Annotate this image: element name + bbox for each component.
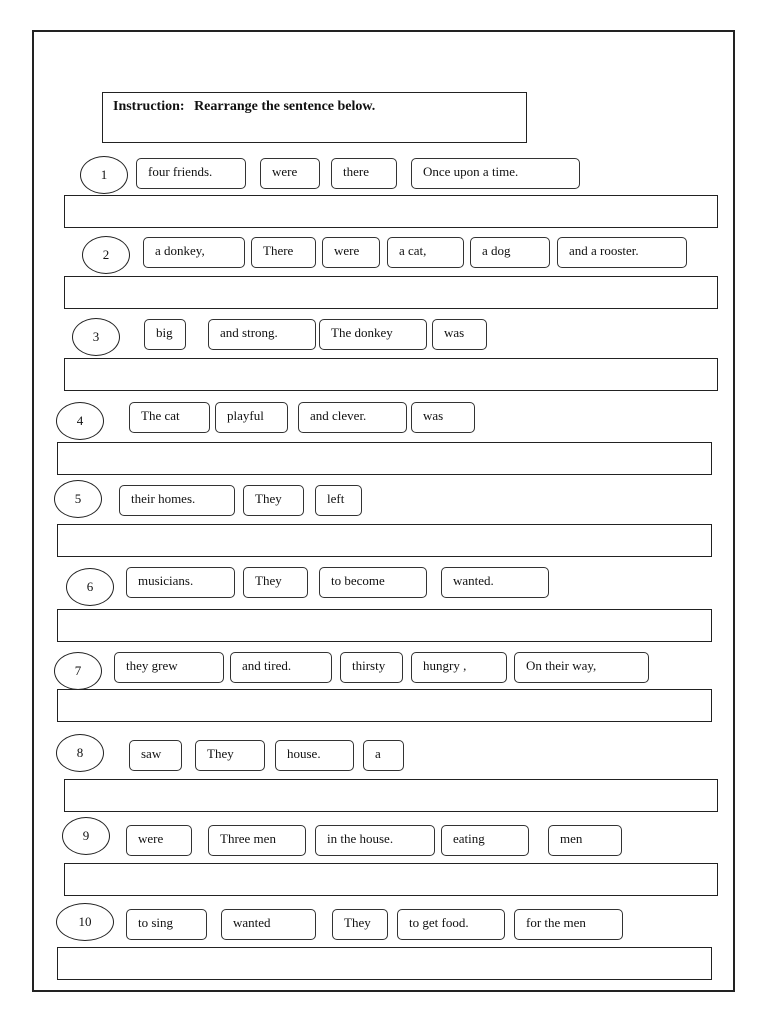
word-tile[interactable]: to become bbox=[319, 567, 427, 598]
item-number-circle: 5 bbox=[54, 480, 102, 518]
instruction-label: Instruction: bbox=[113, 99, 185, 114]
word-tile[interactable]: They bbox=[332, 909, 388, 940]
answer-box[interactable] bbox=[64, 276, 718, 309]
answer-box[interactable] bbox=[57, 947, 712, 980]
word-tile[interactable]: and tired. bbox=[230, 652, 332, 683]
word-tile[interactable]: there bbox=[331, 158, 397, 189]
answer-box[interactable] bbox=[64, 863, 718, 896]
word-tile[interactable]: big bbox=[144, 319, 186, 350]
item-number-circle: 10 bbox=[56, 903, 114, 941]
item-number-circle: 3 bbox=[72, 318, 120, 356]
word-tile[interactable]: men bbox=[548, 825, 622, 856]
item-number-circle: 4 bbox=[56, 402, 104, 440]
word-tile[interactable]: house. bbox=[275, 740, 354, 771]
word-tile[interactable]: On their way, bbox=[514, 652, 649, 683]
word-tile[interactable]: was bbox=[411, 402, 475, 433]
answer-box[interactable] bbox=[57, 442, 712, 475]
word-tile[interactable]: wanted. bbox=[441, 567, 549, 598]
item-number-circle: 6 bbox=[66, 568, 114, 606]
answer-box[interactable] bbox=[64, 358, 718, 391]
item-number-circle: 7 bbox=[54, 652, 102, 690]
word-tile[interactable]: playful bbox=[215, 402, 288, 433]
word-tile[interactable]: and a rooster. bbox=[557, 237, 687, 268]
answer-box[interactable] bbox=[57, 689, 712, 722]
word-tile[interactable]: hungry , bbox=[411, 652, 507, 683]
word-tile[interactable]: were bbox=[126, 825, 192, 856]
word-tile[interactable]: left bbox=[315, 485, 362, 516]
word-tile[interactable]: saw bbox=[129, 740, 182, 771]
word-tile[interactable]: four friends. bbox=[136, 158, 246, 189]
word-tile[interactable]: They bbox=[195, 740, 265, 771]
answer-box[interactable] bbox=[64, 779, 718, 812]
word-tile[interactable]: in the house. bbox=[315, 825, 435, 856]
word-tile[interactable]: Once upon a time. bbox=[411, 158, 580, 189]
word-tile[interactable]: There bbox=[251, 237, 316, 268]
word-tile[interactable]: a cat, bbox=[387, 237, 464, 268]
word-tile[interactable]: They bbox=[243, 567, 308, 598]
word-tile[interactable]: to sing bbox=[126, 909, 207, 940]
instruction-text: Rearrange the sentence below. bbox=[194, 99, 376, 114]
word-tile[interactable]: for the men bbox=[514, 909, 623, 940]
word-tile[interactable]: a bbox=[363, 740, 404, 771]
item-number-circle: 1 bbox=[80, 156, 128, 194]
word-tile[interactable]: The donkey bbox=[319, 319, 427, 350]
item-number-circle: 9 bbox=[62, 817, 110, 855]
word-tile[interactable]: The cat bbox=[129, 402, 210, 433]
word-tile[interactable]: a dog bbox=[470, 237, 550, 268]
instruction-box bbox=[102, 92, 527, 143]
word-tile[interactable]: musicians. bbox=[126, 567, 235, 598]
word-tile[interactable]: their homes. bbox=[119, 485, 235, 516]
word-tile[interactable]: thirsty bbox=[340, 652, 403, 683]
item-number-circle: 8 bbox=[56, 734, 104, 772]
answer-box[interactable] bbox=[57, 609, 712, 642]
word-tile[interactable]: and strong. bbox=[208, 319, 316, 350]
answer-box[interactable] bbox=[57, 524, 712, 557]
word-tile[interactable]: were bbox=[322, 237, 380, 268]
word-tile[interactable]: and clever. bbox=[298, 402, 407, 433]
word-tile[interactable]: eating bbox=[441, 825, 529, 856]
answer-box[interactable] bbox=[64, 195, 718, 228]
word-tile[interactable]: They bbox=[243, 485, 304, 516]
word-tile[interactable]: was bbox=[432, 319, 487, 350]
word-tile[interactable]: they grew bbox=[114, 652, 224, 683]
word-tile[interactable]: wanted bbox=[221, 909, 316, 940]
word-tile[interactable]: to get food. bbox=[397, 909, 505, 940]
word-tile[interactable]: a donkey, bbox=[143, 237, 245, 268]
word-tile[interactable]: Three men bbox=[208, 825, 306, 856]
word-tile[interactable]: were bbox=[260, 158, 320, 189]
item-number-circle: 2 bbox=[82, 236, 130, 274]
